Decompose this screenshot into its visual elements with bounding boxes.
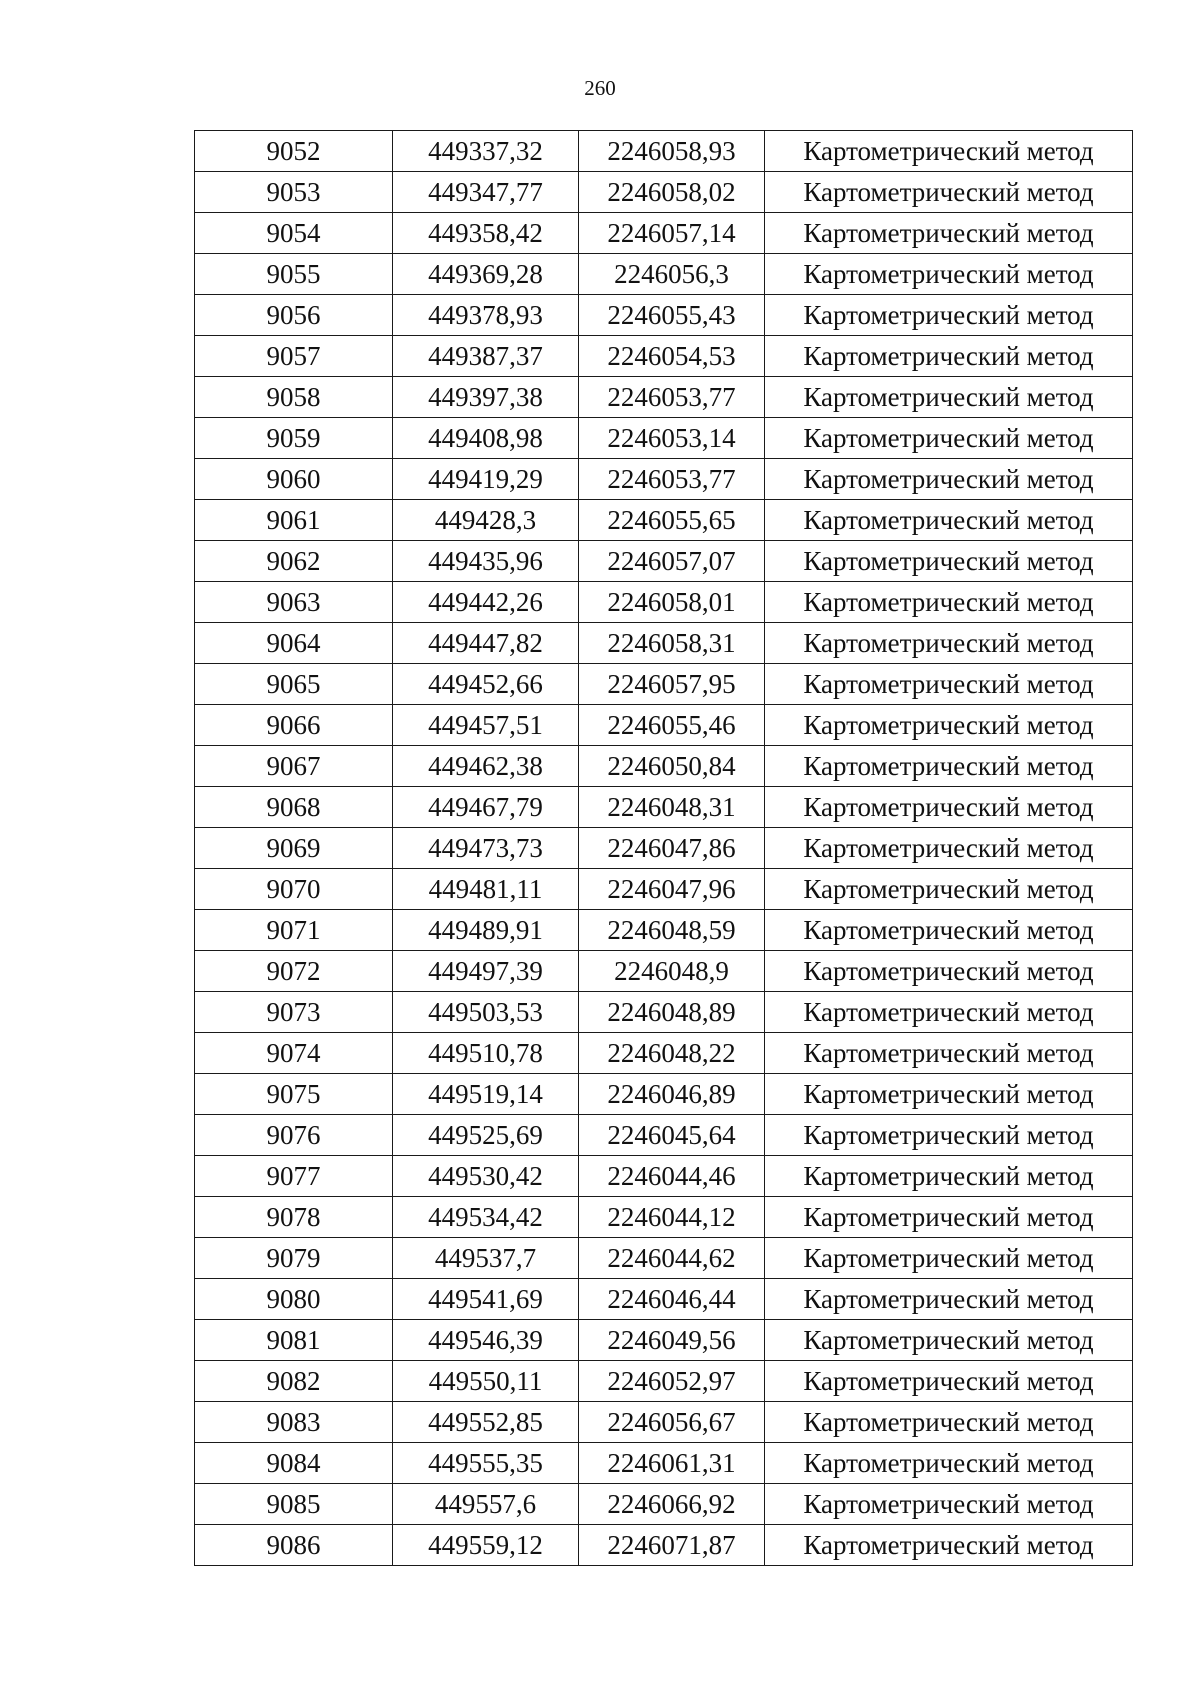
table-row bbox=[195, 213, 1133, 254]
coordinates-table bbox=[194, 130, 1133, 1566]
table-row bbox=[195, 1525, 1133, 1566]
x-coordinate-cell: 449447,82 bbox=[393, 623, 579, 664]
method-cell: Картометрический метод bbox=[765, 1156, 1133, 1197]
table-row bbox=[195, 1197, 1133, 1238]
method-cell: Картометрический метод bbox=[765, 787, 1133, 828]
x-coordinate-cell: 449519,14 bbox=[393, 1074, 579, 1115]
y-coordinate-cell: 2246056,3 bbox=[579, 254, 765, 295]
point-number-cell: 9064 bbox=[195, 623, 393, 664]
y-coordinate-cell: 2246057,95 bbox=[579, 664, 765, 705]
method-cell: Картометрический метод bbox=[765, 705, 1133, 746]
x-coordinate-cell: 449473,73 bbox=[393, 828, 579, 869]
point-number-cell: 9067 bbox=[195, 746, 393, 787]
point-number-cell: 9055 bbox=[195, 254, 393, 295]
table-row bbox=[195, 705, 1133, 746]
table-row bbox=[195, 336, 1133, 377]
table-row bbox=[195, 459, 1133, 500]
x-coordinate-cell: 449489,91 bbox=[393, 910, 579, 951]
method-cell: Картометрический метод bbox=[765, 254, 1133, 295]
method-cell: Картометрический метод bbox=[765, 582, 1133, 623]
table-row bbox=[195, 1402, 1133, 1443]
table-row bbox=[195, 787, 1133, 828]
x-coordinate-cell: 449537,7 bbox=[393, 1238, 579, 1279]
point-number-cell: 9060 bbox=[195, 459, 393, 500]
point-number-cell: 9053 bbox=[195, 172, 393, 213]
method-cell: Картометрический метод bbox=[765, 951, 1133, 992]
x-coordinate-cell: 449347,77 bbox=[393, 172, 579, 213]
method-cell: Картометрический метод bbox=[765, 1320, 1133, 1361]
point-number-cell: 9085 bbox=[195, 1484, 393, 1525]
x-coordinate-cell: 449525,69 bbox=[393, 1115, 579, 1156]
method-cell: Картометрический метод bbox=[765, 336, 1133, 377]
table-row bbox=[195, 418, 1133, 459]
point-number-cell: 9061 bbox=[195, 500, 393, 541]
method-cell: Картометрический метод bbox=[765, 828, 1133, 869]
point-number-cell: 9059 bbox=[195, 418, 393, 459]
x-coordinate-cell: 449559,12 bbox=[393, 1525, 579, 1566]
point-number-cell: 9068 bbox=[195, 787, 393, 828]
point-number-cell: 9058 bbox=[195, 377, 393, 418]
method-cell: Картометрический метод bbox=[765, 1238, 1133, 1279]
method-cell: Картометрический метод bbox=[765, 459, 1133, 500]
y-coordinate-cell: 2246044,62 bbox=[579, 1238, 765, 1279]
y-coordinate-cell: 2246071,87 bbox=[579, 1525, 765, 1566]
y-coordinate-cell: 2246053,77 bbox=[579, 459, 765, 500]
x-coordinate-cell: 449510,78 bbox=[393, 1033, 579, 1074]
method-cell: Картометрический метод bbox=[765, 664, 1133, 705]
table-row bbox=[195, 1074, 1133, 1115]
y-coordinate-cell: 2246058,93 bbox=[579, 131, 765, 172]
method-cell: Картометрический метод bbox=[765, 1115, 1133, 1156]
x-coordinate-cell: 449358,42 bbox=[393, 213, 579, 254]
table-row bbox=[195, 1320, 1133, 1361]
x-coordinate-cell: 449467,79 bbox=[393, 787, 579, 828]
y-coordinate-cell: 2246046,44 bbox=[579, 1279, 765, 1320]
x-coordinate-cell: 449530,42 bbox=[393, 1156, 579, 1197]
y-coordinate-cell: 2246055,46 bbox=[579, 705, 765, 746]
y-coordinate-cell: 2246048,89 bbox=[579, 992, 765, 1033]
method-cell: Картометрический метод bbox=[765, 1525, 1133, 1566]
y-coordinate-cell: 2246061,31 bbox=[579, 1443, 765, 1484]
y-coordinate-cell: 2246048,22 bbox=[579, 1033, 765, 1074]
x-coordinate-cell: 449497,39 bbox=[393, 951, 579, 992]
table-row bbox=[195, 172, 1133, 213]
table-row bbox=[195, 623, 1133, 664]
x-coordinate-cell: 449550,11 bbox=[393, 1361, 579, 1402]
y-coordinate-cell: 2246058,01 bbox=[579, 582, 765, 623]
table-row bbox=[195, 828, 1133, 869]
y-coordinate-cell: 2246052,97 bbox=[579, 1361, 765, 1402]
method-cell: Картометрический метод bbox=[765, 295, 1133, 336]
point-number-cell: 9054 bbox=[195, 213, 393, 254]
method-cell: Картометрический метод bbox=[765, 623, 1133, 664]
method-cell: Картометрический метод bbox=[765, 992, 1133, 1033]
x-coordinate-cell: 449337,32 bbox=[393, 131, 579, 172]
point-number-cell: 9077 bbox=[195, 1156, 393, 1197]
table-row bbox=[195, 1279, 1133, 1320]
method-cell: Картометрический метод bbox=[765, 1033, 1133, 1074]
table-row bbox=[195, 1156, 1133, 1197]
point-number-cell: 9063 bbox=[195, 582, 393, 623]
method-cell: Картометрический метод bbox=[765, 1402, 1133, 1443]
method-cell: Картометрический метод bbox=[765, 1197, 1133, 1238]
y-coordinate-cell: 2246057,14 bbox=[579, 213, 765, 254]
method-cell: Картометрический метод bbox=[765, 418, 1133, 459]
y-coordinate-cell: 2246047,86 bbox=[579, 828, 765, 869]
x-coordinate-cell: 449419,29 bbox=[393, 459, 579, 500]
x-coordinate-cell: 449555,35 bbox=[393, 1443, 579, 1484]
table-row bbox=[195, 541, 1133, 582]
y-coordinate-cell: 2246055,65 bbox=[579, 500, 765, 541]
x-coordinate-cell: 449452,66 bbox=[393, 664, 579, 705]
method-cell: Картометрический метод bbox=[765, 131, 1133, 172]
table-row bbox=[195, 500, 1133, 541]
y-coordinate-cell: 2246044,46 bbox=[579, 1156, 765, 1197]
point-number-cell: 9052 bbox=[195, 131, 393, 172]
point-number-cell: 9066 bbox=[195, 705, 393, 746]
method-cell: Картометрический метод bbox=[765, 377, 1133, 418]
y-coordinate-cell: 2246044,12 bbox=[579, 1197, 765, 1238]
point-number-cell: 9071 bbox=[195, 910, 393, 951]
method-cell: Картометрический метод bbox=[765, 910, 1133, 951]
table-row bbox=[195, 869, 1133, 910]
y-coordinate-cell: 2246054,53 bbox=[579, 336, 765, 377]
method-cell: Картометрический метод bbox=[765, 746, 1133, 787]
coordinates-table-body bbox=[195, 131, 1133, 1566]
method-cell: Картометрический метод bbox=[765, 213, 1133, 254]
point-number-cell: 9079 bbox=[195, 1238, 393, 1279]
x-coordinate-cell: 449557,6 bbox=[393, 1484, 579, 1525]
table-row bbox=[195, 1484, 1133, 1525]
table-row bbox=[195, 295, 1133, 336]
point-number-cell: 9069 bbox=[195, 828, 393, 869]
y-coordinate-cell: 2246066,92 bbox=[579, 1484, 765, 1525]
x-coordinate-cell: 449435,96 bbox=[393, 541, 579, 582]
method-cell: Картометрический метод bbox=[765, 1443, 1133, 1484]
x-coordinate-cell: 449534,42 bbox=[393, 1197, 579, 1238]
y-coordinate-cell: 2246053,77 bbox=[579, 377, 765, 418]
table-row bbox=[195, 1238, 1133, 1279]
point-number-cell: 9081 bbox=[195, 1320, 393, 1361]
y-coordinate-cell: 2246046,89 bbox=[579, 1074, 765, 1115]
method-cell: Картометрический метод bbox=[765, 1361, 1133, 1402]
x-coordinate-cell: 449408,98 bbox=[393, 418, 579, 459]
x-coordinate-cell: 449552,85 bbox=[393, 1402, 579, 1443]
x-coordinate-cell: 449397,38 bbox=[393, 377, 579, 418]
method-cell: Картометрический метод bbox=[765, 1074, 1133, 1115]
page-number: 260 bbox=[584, 76, 616, 100]
point-number-cell: 9073 bbox=[195, 992, 393, 1033]
point-number-cell: 9080 bbox=[195, 1279, 393, 1320]
table-row bbox=[195, 992, 1133, 1033]
y-coordinate-cell: 2246048,9 bbox=[579, 951, 765, 992]
method-cell: Картометрический метод bbox=[765, 541, 1133, 582]
y-coordinate-cell: 2246050,84 bbox=[579, 746, 765, 787]
x-coordinate-cell: 449546,39 bbox=[393, 1320, 579, 1361]
table-row bbox=[195, 254, 1133, 295]
y-coordinate-cell: 2246058,31 bbox=[579, 623, 765, 664]
table-row bbox=[195, 746, 1133, 787]
x-coordinate-cell: 449387,37 bbox=[393, 336, 579, 377]
point-number-cell: 9072 bbox=[195, 951, 393, 992]
table-row bbox=[195, 131, 1133, 172]
point-number-cell: 9062 bbox=[195, 541, 393, 582]
point-number-cell: 9057 bbox=[195, 336, 393, 377]
x-coordinate-cell: 449369,28 bbox=[393, 254, 579, 295]
table-row bbox=[195, 377, 1133, 418]
point-number-cell: 9086 bbox=[195, 1525, 393, 1566]
method-cell: Картометрический метод bbox=[765, 869, 1133, 910]
y-coordinate-cell: 2246058,02 bbox=[579, 172, 765, 213]
point-number-cell: 9065 bbox=[195, 664, 393, 705]
y-coordinate-cell: 2246048,59 bbox=[579, 910, 765, 951]
x-coordinate-cell: 449481,11 bbox=[393, 869, 579, 910]
point-number-cell: 9082 bbox=[195, 1361, 393, 1402]
method-cell: Картометрический метод bbox=[765, 1279, 1133, 1320]
table-row bbox=[195, 1115, 1133, 1156]
y-coordinate-cell: 2246047,96 bbox=[579, 869, 765, 910]
x-coordinate-cell: 449541,69 bbox=[393, 1279, 579, 1320]
x-coordinate-cell: 449442,26 bbox=[393, 582, 579, 623]
y-coordinate-cell: 2246045,64 bbox=[579, 1115, 765, 1156]
table-row bbox=[195, 1443, 1133, 1484]
method-cell: Картометрический метод bbox=[765, 500, 1133, 541]
point-number-cell: 9056 bbox=[195, 295, 393, 336]
table-row bbox=[195, 582, 1133, 623]
x-coordinate-cell: 449462,38 bbox=[393, 746, 579, 787]
point-number-cell: 9084 bbox=[195, 1443, 393, 1484]
x-coordinate-cell: 449378,93 bbox=[393, 295, 579, 336]
y-coordinate-cell: 2246048,31 bbox=[579, 787, 765, 828]
table-row bbox=[195, 1361, 1133, 1402]
point-number-cell: 9083 bbox=[195, 1402, 393, 1443]
point-number-cell: 9070 bbox=[195, 869, 393, 910]
point-number-cell: 9078 bbox=[195, 1197, 393, 1238]
y-coordinate-cell: 2246049,56 bbox=[579, 1320, 765, 1361]
method-cell: Картометрический метод bbox=[765, 1484, 1133, 1525]
point-number-cell: 9076 bbox=[195, 1115, 393, 1156]
method-cell: Картометрический метод bbox=[765, 172, 1133, 213]
point-number-cell: 9075 bbox=[195, 1074, 393, 1115]
point-number-cell: 9074 bbox=[195, 1033, 393, 1074]
table-row bbox=[195, 1033, 1133, 1074]
y-coordinate-cell: 2246053,14 bbox=[579, 418, 765, 459]
table-row bbox=[195, 664, 1133, 705]
y-coordinate-cell: 2246056,67 bbox=[579, 1402, 765, 1443]
table-row bbox=[195, 951, 1133, 992]
y-coordinate-cell: 2246057,07 bbox=[579, 541, 765, 582]
table-row bbox=[195, 910, 1133, 951]
x-coordinate-cell: 449457,51 bbox=[393, 705, 579, 746]
y-coordinate-cell: 2246055,43 bbox=[579, 295, 765, 336]
x-coordinate-cell: 449503,53 bbox=[393, 992, 579, 1033]
x-coordinate-cell: 449428,3 bbox=[393, 500, 579, 541]
